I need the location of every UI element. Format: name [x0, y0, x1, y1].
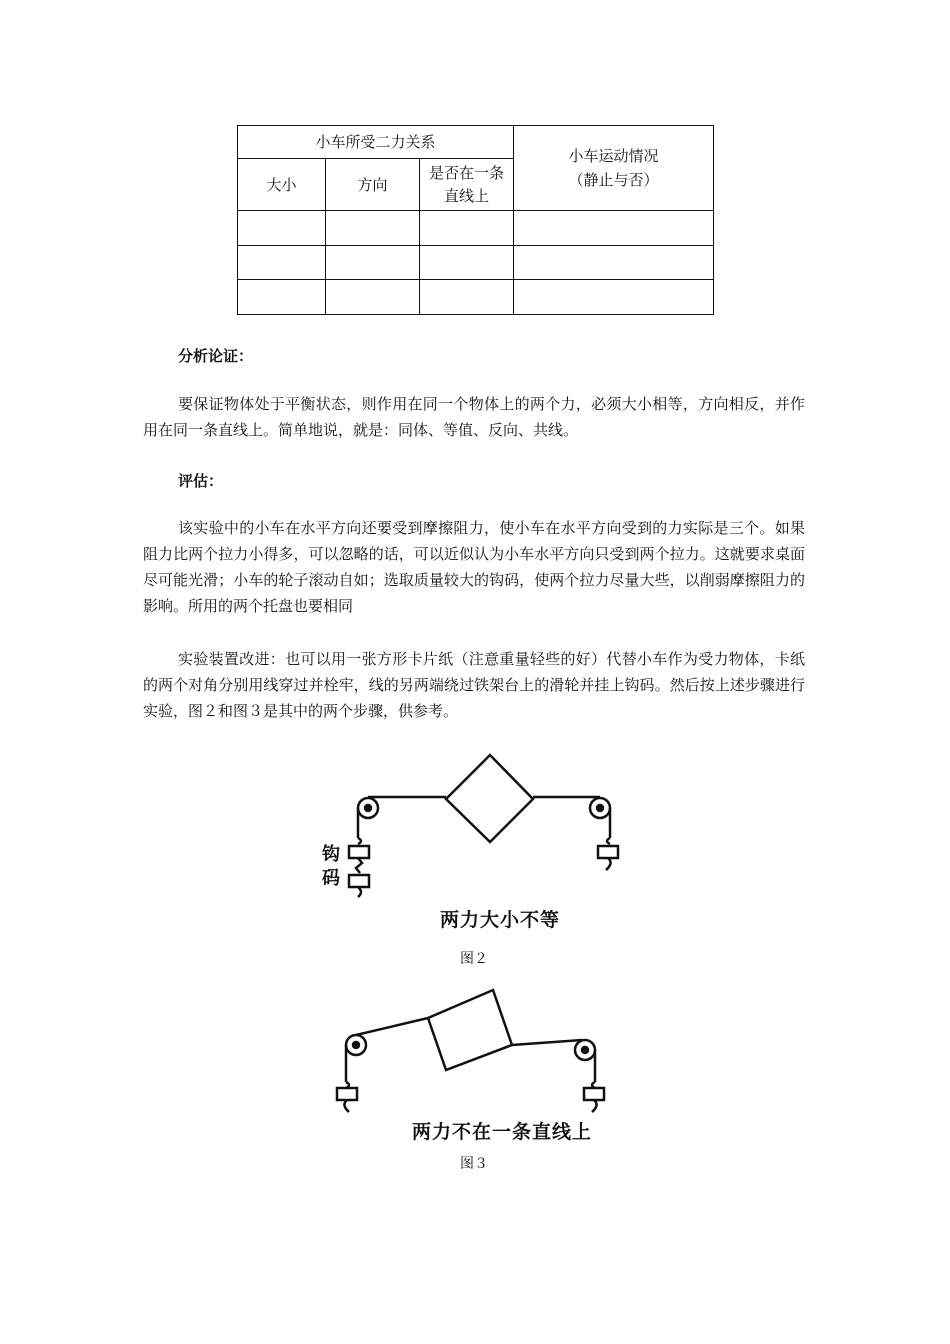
header-size: 大小 [238, 159, 326, 211]
figure-3-label: 两力不在一条直线上 [412, 1121, 593, 1143]
figure-2-label: 两力大小不等 [440, 909, 561, 931]
evaluation-heading: 评估： [178, 472, 224, 490]
improvement-paragraph: 实验装置改进：也可以用一张方形卡片纸（注意重量轻些的好）代替小车作为受力物体，卡纸的两个对角分别用线穿过并栓牢，线的另两端绕过铁架台上的滑轮并挂上钩码。然后按上述步骤进行实验，图２和图３是其中的两个步骤，供参考。 [143, 650, 805, 720]
hook-weight-label-2: 码 [322, 868, 340, 889]
analysis-heading: 分析论证： [178, 347, 254, 365]
header-force-relation: 小车所受二力关系 [238, 126, 514, 159]
header-motion-sub: （静止与否） [568, 171, 659, 189]
evaluation-paragraph: 该实验中的小车在水平方向还要受到摩擦阻力，使小车在水平方向受到的力实际是三个。如果阻力比两个拉力小得多，可以忽略的话，可以近似认为小车水平方向只受到两个拉力。这就要求桌面尽可能光滑；小车的轮子滚动自如；选取质量较大的钩码，使两个拉力尽量大些，以削弱摩擦阻力的影响。所用的两个托盘也要相同 [143, 519, 805, 615]
header-motion-label: 小车运动情况 [568, 147, 659, 165]
right-weight-icon [584, 1088, 604, 1100]
figure-3-caption: 图３ [460, 1156, 488, 1172]
header-direction: 方向 [326, 159, 420, 211]
left-weight-icon [337, 1088, 357, 1100]
hook-weight-label-1: 钩 [322, 844, 340, 865]
figure-2-caption: 图２ [460, 951, 488, 967]
analysis-paragraph: 要保证物体处于平衡状态，则作用在同一个物体上的两个力，必须大小相等，方向相反，并作用在同一条直线上。简单地说，就是：同体、等值、反向、共线。 [143, 395, 805, 439]
header-same-line-label: 是否在一条直线上 [428, 163, 504, 205]
tilted-card-shape [428, 990, 512, 1070]
